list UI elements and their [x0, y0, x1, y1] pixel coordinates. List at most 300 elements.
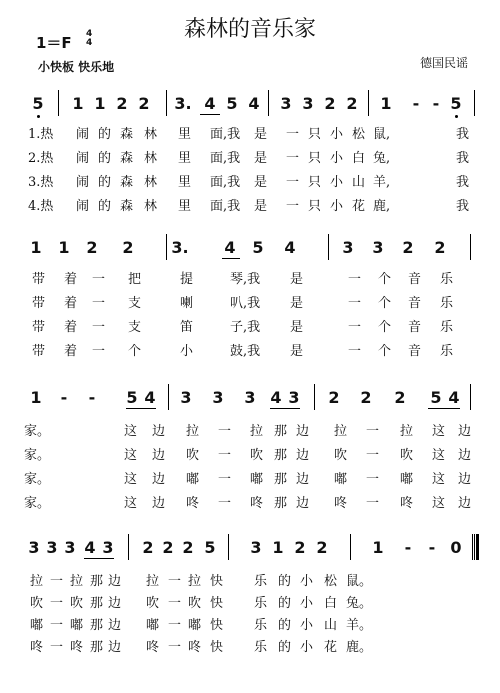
note: 1 [94, 94, 106, 113]
time-signature [86, 30, 92, 48]
lyric-syllable: 边 [152, 496, 166, 511]
lyric-syllable: 一 [168, 618, 182, 633]
lyric-syllable: 鼠, [373, 127, 391, 142]
lyric-syllable: 鼠。 [346, 574, 373, 589]
lyric-syllable: 拉 [186, 424, 200, 439]
lyric-syllable: 边 [152, 424, 166, 439]
note: 3 [244, 388, 256, 407]
lyric-syllable: 着 [64, 320, 78, 335]
note: 4 [248, 94, 260, 113]
lyric-syllable: 森 [120, 151, 134, 166]
note: - [60, 388, 68, 407]
lyric-syllable: 一 [348, 344, 362, 359]
lyric-syllable: 个 [378, 344, 392, 359]
lyric-syllable: 边 [108, 640, 122, 655]
song-origin: 德国民谣 [420, 56, 469, 70]
key-signature: 1＝F [36, 34, 72, 52]
lyric-syllable: 一 [50, 618, 64, 633]
note: 4 [144, 388, 156, 407]
eighth-note-beam [270, 408, 300, 409]
lyric-syllable: 嘟 [400, 472, 414, 487]
note: 2 [182, 538, 194, 557]
bar-line [368, 90, 369, 116]
lyric-syllable: 只 [308, 199, 322, 214]
lyric-syllable: 一 [366, 472, 380, 487]
bar-line [470, 384, 471, 410]
lyric-syllable: 乐 [440, 344, 454, 359]
lyric-syllable: 乐 [254, 596, 268, 611]
lyric-syllable: 里 [178, 151, 192, 166]
lyric-syllable: 拉 [30, 574, 44, 589]
note: 2 [294, 538, 306, 557]
note: - [404, 538, 412, 557]
lyric-syllable: 是 [254, 175, 268, 190]
note: 3 [64, 538, 76, 557]
lyric-syllable: 森 [120, 127, 134, 142]
lyric-syllable: 嘟 [70, 618, 84, 633]
note: 3 [302, 94, 314, 113]
lyric-syllable: 一 [366, 496, 380, 511]
lyric-syllable: 白 [352, 151, 366, 166]
note: 4 [284, 238, 296, 257]
lyric-syllable: 的 [98, 175, 112, 190]
note: 3 [372, 238, 384, 257]
bar-line [474, 90, 475, 116]
lyric-syllable: 只 [308, 151, 322, 166]
lyric-syllable: 子,我 [230, 320, 261, 335]
lyric-syllable: 闹 [76, 175, 90, 190]
lyric-syllable: 一 [50, 574, 64, 589]
lyric-syllable: 这 [432, 448, 446, 463]
lyric-syllable: 鹿。 [346, 640, 373, 655]
bar-line [228, 534, 229, 560]
lyric-syllable: 嘟 [186, 472, 200, 487]
note: 1 [380, 94, 392, 113]
lyric-syllable: 音 [408, 344, 422, 359]
lyric-syllable: 只 [308, 127, 322, 142]
note: 2 [162, 538, 174, 557]
lyric-syllable: 这 [124, 472, 138, 487]
lyric-syllable: 咚 [250, 496, 264, 511]
note: 5 [252, 238, 264, 257]
lyric-syllable: 林 [144, 199, 158, 214]
lyric-syllable: 嘟 [334, 472, 348, 487]
note: 4 [448, 388, 460, 407]
lyric-syllable: 快 [210, 618, 224, 633]
bar-line [128, 534, 129, 560]
note: 2 [402, 238, 414, 257]
note: 3 [280, 94, 292, 113]
lyric-syllable: 拉 [70, 574, 84, 589]
note: 1 [30, 388, 42, 407]
note: - [428, 538, 436, 557]
lyric-syllable: 那 [90, 574, 104, 589]
bar-line [166, 90, 167, 116]
lyric-syllable: 家。 [24, 424, 51, 439]
lyric-syllable: 把 [128, 272, 142, 287]
lyric-syllable: 一 [168, 640, 182, 655]
lyric-syllable: 咚 [188, 640, 202, 655]
lyric-syllable: 兔, [373, 151, 391, 166]
bar-line [470, 234, 471, 260]
lyric-syllable: 花 [352, 199, 366, 214]
lyric-syllable: 乐 [254, 574, 268, 589]
lyric-syllable: 着 [64, 344, 78, 359]
lyric-syllable: 3.热 [28, 175, 54, 190]
bar-line [328, 234, 329, 260]
lyric-syllable: 4.热 [28, 199, 54, 214]
lyric-syllable: 小 [300, 574, 314, 589]
lyric-syllable: 吹 [146, 596, 160, 611]
lyric-syllable: 那 [90, 618, 104, 633]
bar-line [268, 90, 269, 116]
lyric-syllable: 森 [120, 199, 134, 214]
lyric-syllable: 羊。 [346, 618, 373, 633]
bar-line [168, 384, 169, 410]
lyric-syllable: 一 [348, 320, 362, 335]
lyric-syllable: 羊, [373, 175, 391, 190]
lyric-syllable: 这 [124, 448, 138, 463]
note: 1 [72, 94, 84, 113]
lyric-syllable: 山 [324, 618, 338, 633]
final-bar-thick [476, 534, 479, 560]
note: 5 [126, 388, 138, 407]
lyric-syllable: 山 [352, 175, 366, 190]
lyric-syllable: 我 [456, 175, 470, 190]
lyric-syllable: 小 [330, 199, 344, 214]
lyric-syllable: 拉 [146, 574, 160, 589]
note: 2 [394, 388, 406, 407]
lyric-syllable: 森 [120, 175, 134, 190]
lyric-syllable: 咚 [70, 640, 84, 655]
lyric-syllable: 的 [278, 574, 292, 589]
lyric-syllable: 个 [378, 320, 392, 335]
note: 2 [316, 538, 328, 557]
note: 3 [342, 238, 354, 257]
final-bar-thin [472, 534, 473, 560]
lyric-syllable: 小 [300, 640, 314, 655]
lyric-syllable: 是 [290, 320, 304, 335]
lyric-syllable: 小 [330, 175, 344, 190]
lyric-syllable: 吹 [400, 448, 414, 463]
time-signature-top: 4 [86, 29, 93, 39]
lyric-syllable: 家。 [24, 496, 51, 511]
lyric-syllable: 快 [210, 574, 224, 589]
eighth-note-beam [126, 408, 156, 409]
lyric-syllable: 吹 [188, 596, 202, 611]
low-octave-dot [37, 115, 40, 118]
bar-line [166, 234, 167, 260]
note: 2 [86, 238, 98, 257]
lyric-syllable: 小 [330, 151, 344, 166]
note: 2 [346, 94, 358, 113]
note: 4 [84, 538, 96, 557]
lyric-syllable: 我 [456, 151, 470, 166]
lyric-syllable: 小 [180, 344, 194, 359]
lyric-syllable: 家。 [24, 448, 51, 463]
lyric-syllable: 边 [296, 472, 310, 487]
note: 0 [450, 538, 462, 557]
lyric-syllable: 一 [92, 272, 106, 287]
lyric-syllable: 我 [456, 127, 470, 142]
lyric-syllable: 一 [218, 472, 232, 487]
note: 3. [174, 94, 192, 113]
lyric-syllable: 快 [210, 640, 224, 655]
note: 5 [204, 538, 216, 557]
lyric-syllable: 家。 [24, 472, 51, 487]
lyric-syllable: 乐 [440, 272, 454, 287]
lyric-syllable: 是 [254, 199, 268, 214]
lyric-syllable: 带 [32, 272, 46, 287]
note: 4 [204, 94, 216, 113]
lyric-syllable: 吹 [186, 448, 200, 463]
lyric-syllable: 里 [178, 175, 192, 190]
note: 3 [180, 388, 192, 407]
lyric-syllable: 拉 [188, 574, 202, 589]
lyric-syllable: 是 [290, 272, 304, 287]
eighth-note-beam [84, 558, 114, 559]
note: 1 [372, 538, 384, 557]
lyric-syllable: 我 [456, 199, 470, 214]
lyric-syllable: 一 [286, 199, 300, 214]
lyric-syllable: 一 [168, 596, 182, 611]
lyric-syllable: 2.热 [28, 151, 54, 166]
lyric-syllable: 嘟 [250, 472, 264, 487]
note: 5 [450, 94, 462, 113]
lyric-syllable: 的 [278, 640, 292, 655]
note: 3 [250, 538, 262, 557]
lyric-syllable: 边 [152, 472, 166, 487]
note: 5 [226, 94, 238, 113]
lyric-syllable: 林 [144, 175, 158, 190]
note: - [88, 388, 96, 407]
lyric-syllable: 那 [90, 596, 104, 611]
lyric-syllable: 边 [108, 574, 122, 589]
lyric-syllable: 边 [296, 424, 310, 439]
lyric-syllable: 音 [408, 320, 422, 335]
lyric-syllable: 一 [92, 344, 106, 359]
lyric-syllable: 个 [378, 296, 392, 311]
lyric-syllable: 的 [278, 596, 292, 611]
lyric-syllable: 小 [300, 618, 314, 633]
lyric-syllable: 的 [98, 127, 112, 142]
lyric-syllable: 边 [458, 472, 472, 487]
lyric-syllable: 闹 [76, 127, 90, 142]
lyric-syllable: 一 [50, 596, 64, 611]
lyric-syllable: 里 [178, 127, 192, 142]
note: 1 [30, 238, 42, 257]
lyric-syllable: 是 [290, 296, 304, 311]
note: 2 [434, 238, 446, 257]
lyric-syllable: 闹 [76, 199, 90, 214]
note: 5 [430, 388, 442, 407]
lyric-syllable: 只 [308, 175, 322, 190]
lyric-syllable: 个 [378, 272, 392, 287]
lyric-syllable: 咚 [30, 640, 44, 655]
lyric-syllable: 一 [92, 296, 106, 311]
lyric-syllable: 吹 [70, 596, 84, 611]
lyric-syllable: 拉 [250, 424, 264, 439]
lyric-syllable: 边 [108, 618, 122, 633]
lyric-syllable: 一 [348, 272, 362, 287]
notation-line-2 [28, 232, 470, 262]
notation-line-1 [28, 88, 470, 118]
note: 2 [138, 94, 150, 113]
lyric-syllable: 咚 [400, 496, 414, 511]
lyric-syllable: 吹 [250, 448, 264, 463]
lyric-syllable: 咚 [186, 496, 200, 511]
lyric-syllable: 带 [32, 344, 46, 359]
tempo-marking: 小快板 快乐地 [38, 60, 115, 74]
note: 4 [224, 238, 236, 257]
lyric-syllable: 面,我 [210, 151, 241, 166]
lyric-syllable: 音 [408, 272, 422, 287]
lyric-syllable: 那 [274, 496, 288, 511]
lyric-syllable: 白 [324, 596, 338, 611]
notation-line-3 [28, 382, 470, 412]
lyric-syllable: 着 [64, 296, 78, 311]
note: 3 [28, 538, 40, 557]
lyric-syllable: 这 [432, 496, 446, 511]
lyric-syllable: 是 [254, 127, 268, 142]
lyric-syllable: 林 [144, 151, 158, 166]
eighth-note-beam [222, 258, 240, 259]
lyric-syllable: 小 [300, 596, 314, 611]
lyric-syllable: 一 [218, 424, 232, 439]
lyric-syllable: 鹿, [373, 199, 391, 214]
lyric-syllable: 兔。 [346, 596, 373, 611]
lyric-syllable: 叭,我 [230, 296, 261, 311]
note: 2 [116, 94, 128, 113]
eighth-note-beam [428, 408, 460, 409]
lyric-syllable: 一 [168, 574, 182, 589]
lyric-syllable: 支 [128, 296, 142, 311]
lyric-syllable: 边 [152, 448, 166, 463]
lyric-syllable: 一 [92, 320, 106, 335]
lyric-syllable: 拉 [334, 424, 348, 439]
lyric-syllable: 吹 [334, 448, 348, 463]
lyric-syllable: 那 [274, 424, 288, 439]
note: 4 [270, 388, 282, 407]
lyric-syllable: 音 [408, 296, 422, 311]
note: 3 [46, 538, 58, 557]
lyric-syllable: 这 [432, 424, 446, 439]
lyric-syllable: 嘟 [30, 618, 44, 633]
lyric-syllable: 边 [108, 596, 122, 611]
lyric-syllable: 一 [286, 151, 300, 166]
note: 3 [288, 388, 300, 407]
lyric-syllable: 乐 [254, 618, 268, 633]
lyric-syllable: 支 [128, 320, 142, 335]
bar-line [58, 90, 59, 116]
note: 5 [32, 94, 44, 113]
lyric-syllable: 一 [218, 448, 232, 463]
lyric-syllable: 边 [296, 496, 310, 511]
lyric-syllable: 是 [290, 344, 304, 359]
low-octave-dot [455, 115, 458, 118]
lyric-syllable: 的 [278, 618, 292, 633]
lyric-syllable: 提 [180, 272, 194, 287]
lyric-syllable: 林 [144, 127, 158, 142]
lyric-syllable: 着 [64, 272, 78, 287]
lyric-syllable: 的 [98, 151, 112, 166]
lyric-syllable: 的 [98, 199, 112, 214]
lyric-syllable: 闹 [76, 151, 90, 166]
note: 2 [122, 238, 134, 257]
lyric-syllable: 小 [330, 127, 344, 142]
lyric-syllable: 这 [124, 496, 138, 511]
lyric-syllable: 面,我 [210, 175, 241, 190]
lyric-syllable: 里 [178, 199, 192, 214]
note: 2 [328, 388, 340, 407]
lyric-syllable: 是 [254, 151, 268, 166]
note: 2 [360, 388, 372, 407]
lyric-syllable: 松 [324, 574, 338, 589]
note: - [412, 94, 420, 113]
eighth-note-beam [200, 114, 220, 115]
note: 3. [171, 238, 189, 257]
lyric-syllable: 带 [32, 296, 46, 311]
note: 1 [58, 238, 70, 257]
lyric-syllable: 一 [286, 127, 300, 142]
lyric-syllable: 那 [274, 472, 288, 487]
lyric-syllable: 琴,我 [230, 272, 261, 287]
lyric-syllable: 1.热 [28, 127, 54, 142]
lyric-syllable: 这 [432, 472, 446, 487]
lyric-syllable: 一 [366, 448, 380, 463]
lyric-syllable: 个 [128, 344, 142, 359]
lyric-syllable: 松 [352, 127, 366, 142]
lyric-syllable: 边 [296, 448, 310, 463]
lyric-syllable: 花 [324, 640, 338, 655]
lyric-syllable: 那 [90, 640, 104, 655]
lyric-syllable: 带 [32, 320, 46, 335]
lyric-syllable: 那 [274, 448, 288, 463]
lyric-syllable: 快 [210, 596, 224, 611]
lyric-syllable: 嘟 [146, 618, 160, 633]
lyric-syllable: 吹 [30, 596, 44, 611]
lyric-syllable: 乐 [254, 640, 268, 655]
lyric-syllable: 一 [348, 296, 362, 311]
lyric-syllable: 一 [218, 496, 232, 511]
lyric-syllable: 咚 [146, 640, 160, 655]
lyric-syllable: 喇 [180, 296, 194, 311]
bar-line [350, 534, 351, 560]
note: 2 [324, 94, 336, 113]
lyric-syllable: 鼓,我 [230, 344, 261, 359]
note: 3 [102, 538, 114, 557]
lyric-syllable: 拉 [400, 424, 414, 439]
lyric-syllable: 一 [366, 424, 380, 439]
lyric-syllable: 边 [458, 448, 472, 463]
bar-line [474, 534, 475, 560]
lyric-syllable: 面,我 [210, 199, 241, 214]
lyric-syllable: 咚 [334, 496, 348, 511]
lyric-syllable: 笛 [180, 320, 194, 335]
note: 3 [212, 388, 224, 407]
note: 1 [272, 538, 284, 557]
lyric-syllable: 乐 [440, 296, 454, 311]
lyric-syllable: 嘟 [188, 618, 202, 633]
lyric-syllable: 这 [124, 424, 138, 439]
note: 2 [142, 538, 154, 557]
song-title: 森林的音乐家 [183, 17, 316, 42]
lyric-syllable: 边 [458, 424, 472, 439]
lyric-syllable: 一 [50, 640, 64, 655]
note: - [432, 94, 440, 113]
lyric-syllable: 面,我 [210, 127, 241, 142]
notation-line-4 [28, 532, 470, 562]
